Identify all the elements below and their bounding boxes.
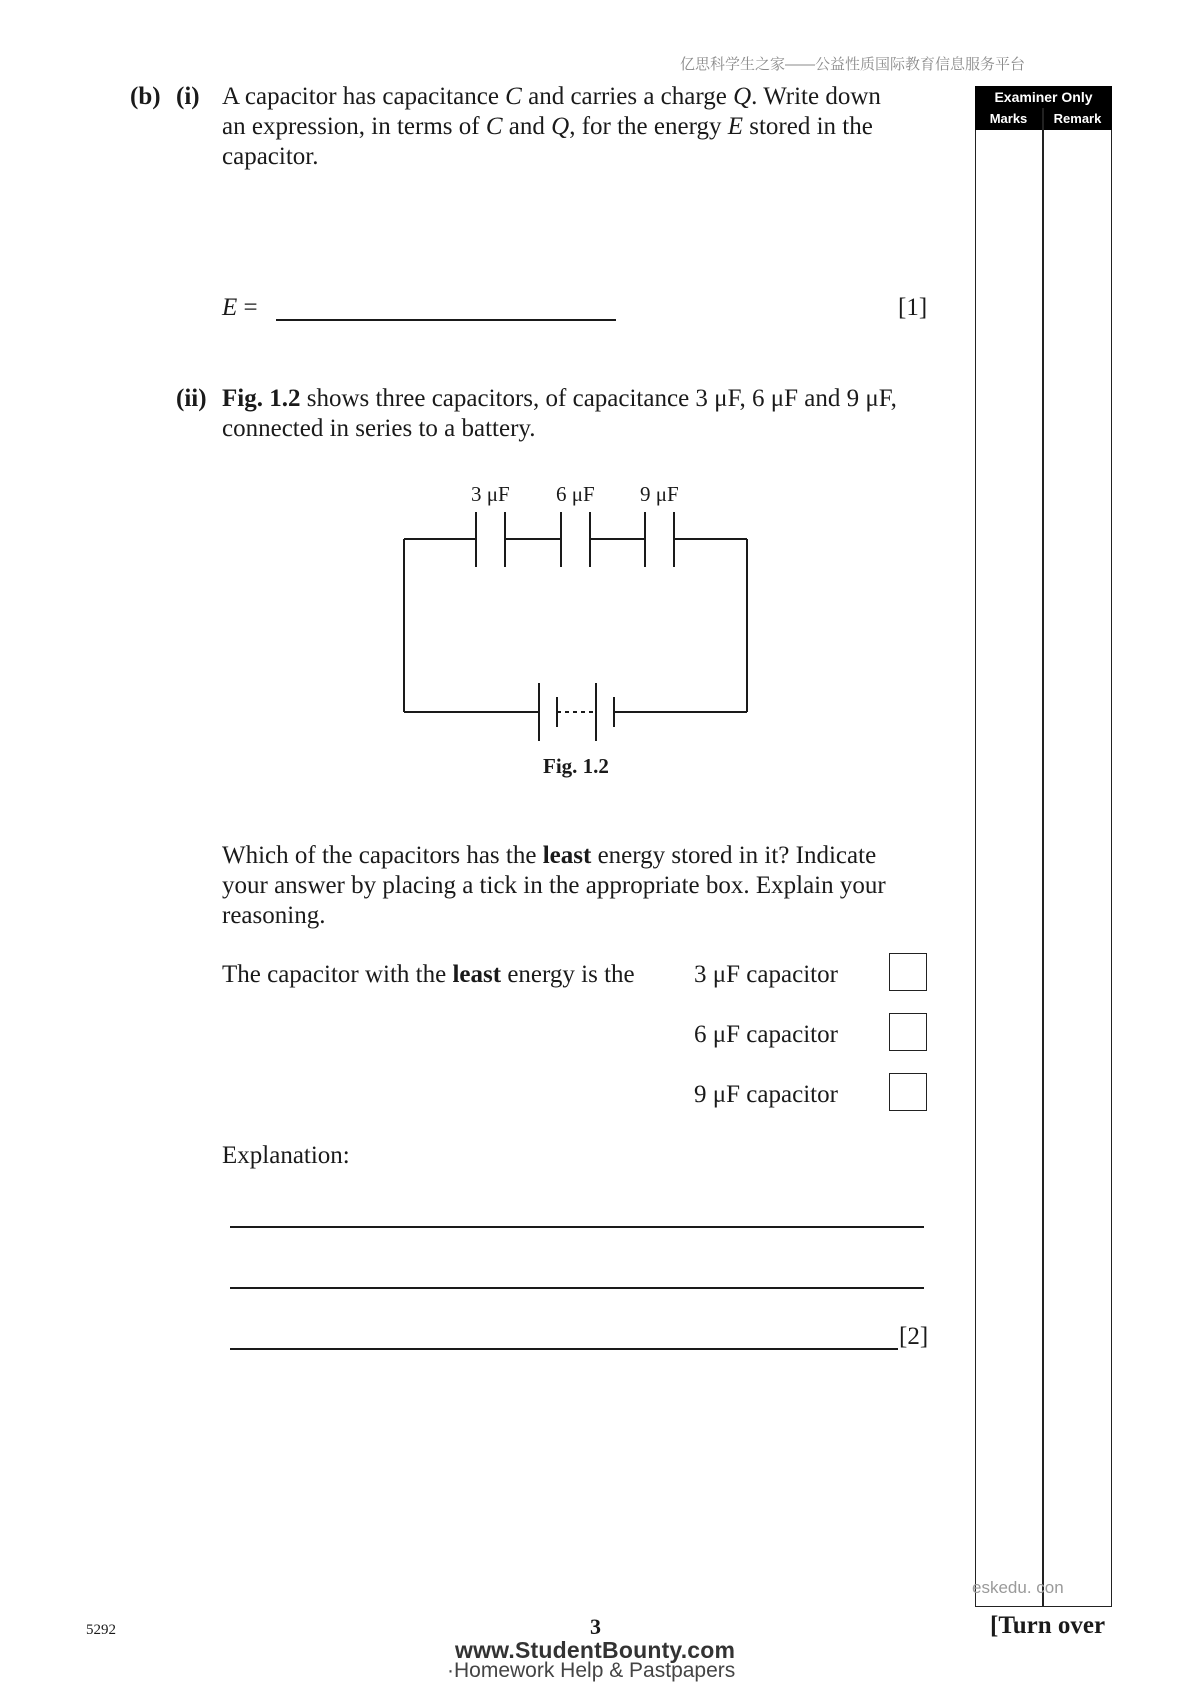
- marks-2: [2]: [899, 1323, 929, 1350]
- text: and carries a charge: [521, 83, 734, 110]
- turn-over: [Turn over: [990, 1612, 1106, 1639]
- figure-reference: Fig. 1.2: [222, 385, 301, 412]
- text: =: [237, 294, 258, 321]
- studentbounty-url[interactable]: www.StudentBounty.com: [455, 1637, 736, 1663]
- cap-label-6uf: 6 μF: [556, 482, 595, 506]
- choice-prompt: [222, 960, 635, 990]
- part-b-label: (b): [130, 83, 161, 110]
- tick-box-9uf[interactable]: [889, 1073, 927, 1111]
- text: , for the energy: [569, 113, 728, 140]
- var-c: C: [505, 83, 522, 110]
- circuit-diagram: [0, 0, 1191, 800]
- figure-caption: Fig. 1.2: [543, 754, 609, 778]
- var-q: Q: [733, 83, 752, 110]
- explanation-line-2[interactable]: [230, 1287, 924, 1289]
- emphasis: least: [452, 961, 502, 988]
- question-line-3: reasoning.: [222, 902, 326, 929]
- paper-code: 5292: [86, 1622, 116, 1638]
- text: energy is the: [501, 961, 635, 988]
- cap-label-3uf: 3 μF: [471, 482, 510, 506]
- question-line-2: your answer by placing a tick in the appropriate box. Explain your: [222, 872, 886, 899]
- var-c: C: [485, 113, 503, 140]
- var-e: E: [222, 294, 238, 321]
- question-line-1: [222, 841, 876, 871]
- explanation-line-3[interactable]: [230, 1348, 898, 1350]
- header-watermark: 亿思科学生之家——公益性质国际教育信息服务平台: [680, 56, 1026, 73]
- explanation-label: Explanation:: [222, 1142, 350, 1169]
- page-number: 3: [590, 1614, 601, 1639]
- explanation-line-1[interactable]: [230, 1226, 924, 1228]
- text: stored in the: [743, 113, 873, 140]
- marks-1: [1]: [898, 294, 928, 321]
- sub-ii-label: (ii): [176, 385, 207, 412]
- sub-ii-line-2: connected in series to a battery.: [222, 415, 536, 442]
- text: Which of the capacitors has the: [222, 842, 543, 869]
- text: shows three capacitors, of capacitance 3 μF, 6 μF and 9 μF,: [300, 385, 897, 412]
- var-q: Q: [551, 113, 570, 140]
- emphasis: least: [542, 842, 592, 869]
- option-6uf-label: 6 μF capacitor: [694, 1021, 838, 1048]
- var-e: E: [727, 113, 743, 140]
- text: . Write down: [751, 83, 881, 110]
- option-9uf-label: 9 μF capacitor: [694, 1081, 838, 1108]
- text: an expression, in terms of: [222, 113, 486, 140]
- tick-box-3uf[interactable]: [889, 953, 927, 991]
- text: energy stored in it? Indicate: [591, 842, 877, 869]
- sub-i-line-3: capacitor.: [222, 143, 319, 170]
- remark-header: Remark: [1043, 108, 1112, 130]
- text: The capacitor with the: [222, 961, 453, 988]
- option-3uf-label: 3 μF capacitor: [694, 961, 838, 988]
- tick-box-6uf[interactable]: [889, 1013, 927, 1051]
- eskedu-watermark: eskedu. con: [972, 1578, 1064, 1597]
- examiner-only-header: Examiner Only: [975, 86, 1112, 108]
- cap-label-9uf: 9 μF: [640, 482, 679, 506]
- text: and: [502, 113, 552, 140]
- marks-header: Marks: [975, 108, 1042, 130]
- studentbounty-tagline: ·Homework Help & Pastpapers: [447, 1659, 736, 1682]
- text: A capacitor has capacitance: [222, 83, 506, 110]
- sub-i-label: (i): [176, 83, 200, 110]
